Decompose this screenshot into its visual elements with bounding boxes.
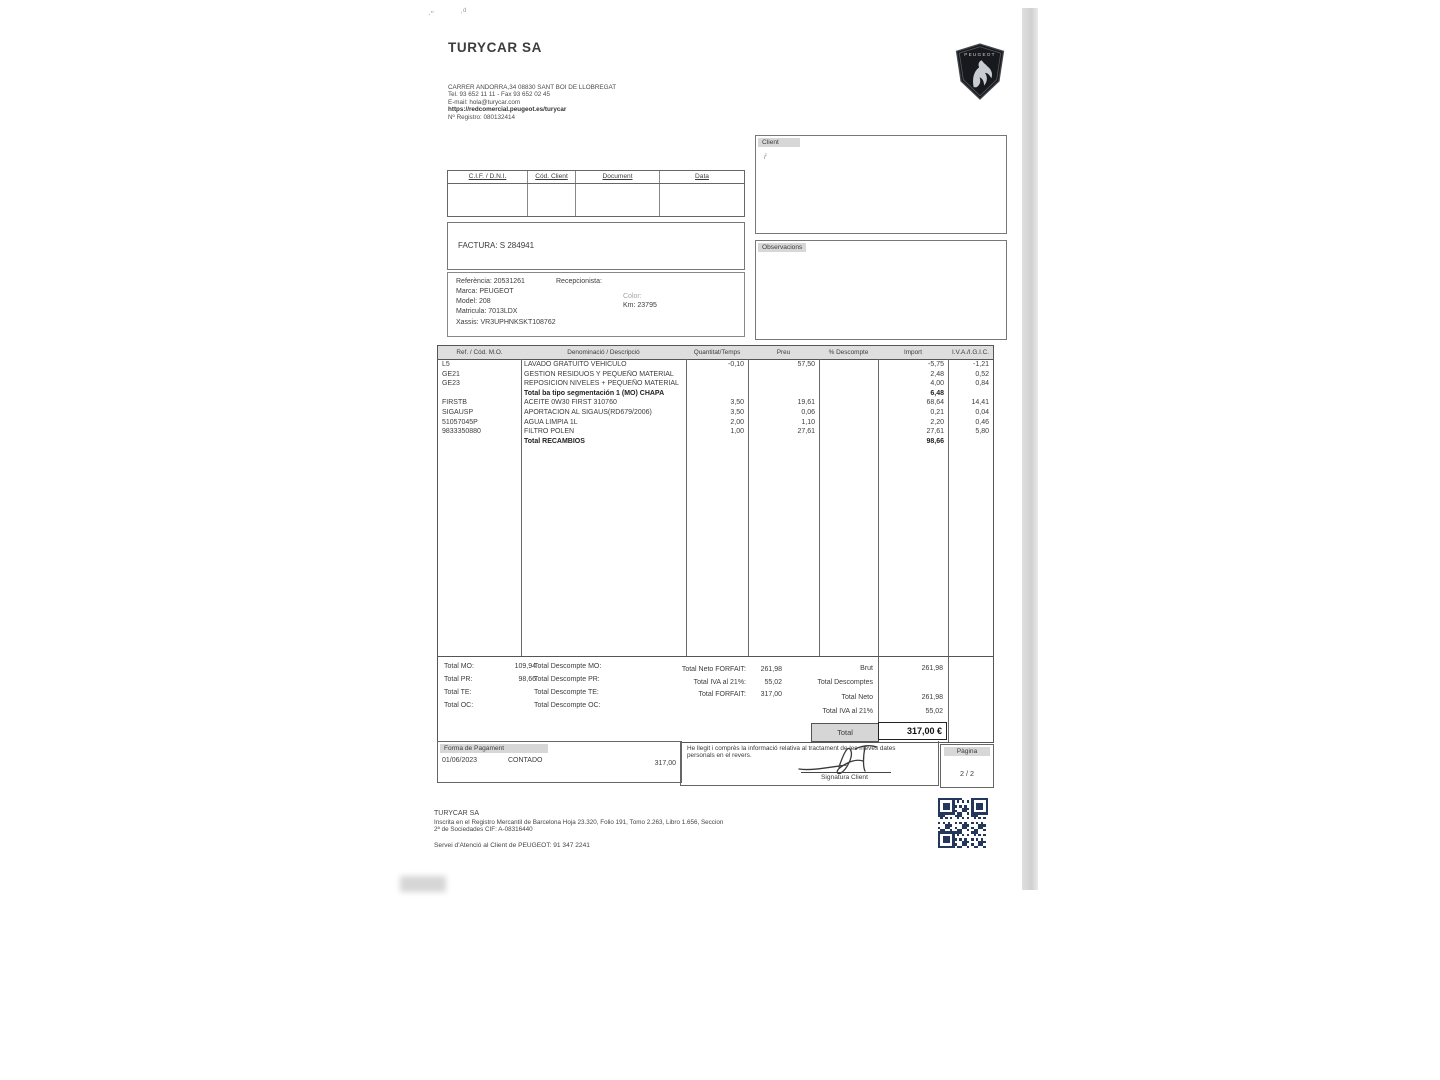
vehicle-reference: Referència: 20531261 (456, 278, 525, 285)
column-line (521, 359, 522, 656)
item-price: 57,50 (797, 361, 815, 368)
item-amount: 0,21 (930, 408, 944, 416)
vehicle-brand: Marca: PEUGEOT (456, 288, 514, 295)
item-description: LAVADO GRATUITO VEHICULO (524, 361, 627, 368)
summary-value (873, 676, 948, 690)
column-line (748, 359, 749, 656)
items-header-cell: Ref. / Cód. M.O. (456, 348, 503, 356)
items-header-cell: Import (903, 348, 923, 356)
item-discount (819, 427, 878, 437)
item-quantity: 3,50 (730, 399, 744, 407)
vehicle-km: Km: 23795 (623, 302, 657, 309)
total-label: Total TE: (444, 689, 472, 696)
item-vat: 14,41 (971, 399, 989, 407)
payment-method: CONTADO (508, 757, 543, 764)
pen-mark: ·'' (428, 10, 434, 19)
address-line: CARRER ANDORRA,34 08830 SANT BOI DE LLOBREGAT (448, 84, 617, 91)
cif-header-cell: Document (576, 171, 660, 183)
forfait-value: 261,98 (760, 666, 782, 673)
descompte-label: Total Descompte MO: (534, 663, 602, 670)
item-description: REPOSICION NIVELES + PEQUEÑO MATERIAL (524, 380, 679, 388)
forfait-label: Total IVA al 21%: (693, 678, 746, 686)
page-number-label: Pàgina (944, 747, 990, 756)
payment-date: 01/06/2023 (442, 757, 478, 764)
total-row (758, 691, 948, 705)
scan-smudge (400, 876, 446, 892)
observations-box-label: Observacions (758, 243, 806, 252)
item-description: AGUA LIMPIA 1L (524, 418, 578, 426)
total-row (758, 676, 948, 690)
total-value (496, 699, 536, 712)
item-discount (819, 418, 878, 428)
items-header-cell: Denominació / Descripció (567, 348, 640, 356)
item-price (748, 370, 819, 380)
receptionist-label: Recepcionista: (556, 278, 602, 285)
item-amount: 2,48 (930, 370, 944, 378)
peugeot-logo-icon (953, 42, 1007, 107)
summary-label: Brut (860, 665, 873, 672)
total-row (444, 673, 536, 686)
forfait-value: 317,00 (760, 691, 782, 698)
item-ref: L5 (442, 361, 450, 368)
summary-value: 261,98 (921, 693, 943, 701)
item-amount: 98,66 (926, 437, 944, 445)
forfait-value: 55,02 (764, 678, 782, 686)
item-amount: 6,48 (930, 389, 944, 397)
total-value: 109,94 (514, 663, 536, 670)
item-amount: 4,00 (930, 380, 944, 388)
item-quantity (686, 437, 748, 447)
item-price: 0,06 (801, 408, 815, 416)
items-header-cell: I.V.A./I.G.I.C. (951, 348, 990, 356)
vehicle-color: Color: (623, 293, 642, 300)
item-discount (819, 360, 878, 370)
item-ref (438, 389, 521, 399)
cif-table (447, 170, 745, 217)
summary-label: Total Neto (841, 693, 873, 701)
total-label: Total PR: (444, 676, 473, 683)
cif-table-body (448, 184, 744, 216)
item-quantity: -0,10 (728, 361, 744, 368)
item-description: ACEITE 0W30 FIRST 310760 (524, 399, 617, 407)
item-quantity (686, 370, 748, 380)
payment-box (437, 741, 682, 783)
company-website: https://redcomercial.peugeot.es/turycar (448, 106, 567, 114)
total-row (758, 662, 948, 676)
footer-registry-line: 2ª de Sociedades CIF: A-08316440 (434, 826, 533, 834)
company-registry: Nº Registro: 080132414 (448, 113, 516, 121)
item-price: 1,10 (801, 418, 815, 426)
column-line (686, 359, 687, 656)
total-label: Total MO: (444, 663, 474, 670)
item-vat (948, 437, 993, 447)
total-row (758, 705, 948, 719)
summary-value: 261,98 (921, 665, 943, 672)
footer-service-line: Servei d'Atenció al Client de PEUGEOT: 91 347 2241 (434, 841, 590, 849)
item-description: Total ba tipo segmentación 1 (MO) CHAPA (524, 389, 665, 397)
item-amount: -5,75 (928, 361, 944, 368)
pen-mark: ˒ᵈ (460, 6, 467, 16)
qr-code (938, 798, 988, 848)
total-row (444, 686, 536, 699)
footer-registry-line: Inscrita en el Registro Mercantil de Barcelona Hoja 23.320, Folio 191, Tomo 2.263, Libro 1.656, Seccion (434, 819, 724, 827)
vehicle-info-box (447, 272, 745, 337)
total-label: Total OC: (444, 702, 474, 709)
signature-line (801, 772, 891, 773)
item-vat: 5,80 (975, 428, 989, 436)
item-discount (819, 379, 878, 389)
page-number-value: 2 / 2 (960, 769, 974, 778)
item-ref: 51057045P (442, 418, 478, 426)
item-vat: 0,04 (975, 408, 989, 416)
totals-mo-block (444, 660, 536, 712)
forfait-label: Total FORFAIT: (698, 691, 746, 698)
summary-value: 55,02 (925, 708, 943, 716)
total-value: 98,66 (518, 676, 536, 683)
summary-label: Total IVA al 21% (822, 708, 873, 716)
item-price (748, 389, 819, 399)
address-line: Tel. 93 652 11 11 - Fax 93 652 02 45 (448, 91, 550, 99)
item-quantity (686, 379, 748, 389)
totals-summary-block (758, 662, 948, 720)
observations-box (755, 240, 1007, 340)
item-vat: 0,46 (975, 418, 989, 426)
svg-text:PEUGEOT: PEUGEOT (964, 51, 996, 57)
item-discount (819, 370, 878, 380)
client-signature (791, 737, 911, 777)
grand-total-label: Total (811, 723, 879, 742)
client-box-label: Client (758, 138, 800, 147)
column-line (948, 359, 949, 742)
item-vat: 0,52 (975, 370, 989, 378)
vehicle-chassis: Xassis: VR3UPHNKSKT108762 (456, 319, 556, 326)
grand-total-value: 317,00 € (878, 722, 947, 740)
company-address-block (448, 84, 616, 121)
item-amount: 2,20 (930, 418, 944, 426)
items-table (437, 345, 994, 743)
item-ref: 9833350880 (442, 428, 481, 436)
items-header-cell: % Descompte (828, 348, 869, 356)
item-amount: 68,64 (926, 399, 944, 407)
cif-table-header (448, 171, 744, 184)
payment-amount: 317,00 (654, 760, 676, 767)
cif-header-cell: C.I.F. / D.N.I. (448, 171, 528, 183)
descompte-label: Total Descompte PR: (534, 676, 600, 683)
footer-company: TURYCAR SA (434, 810, 479, 817)
page-number-box (940, 744, 994, 788)
item-quantity (686, 389, 748, 399)
scan-edge-shadow (1022, 8, 1038, 890)
item-quantity: 3,50 (730, 408, 744, 416)
cif-header-cell: Cód. Client (528, 171, 576, 183)
item-description: APORTACION AL SIGAUS(RD679/2006) (524, 408, 652, 416)
item-ref (438, 437, 521, 447)
consent-text: He llegit i comprès la informació relativa al tractament de les meves dates personals en el revers. (687, 745, 896, 760)
invoice-number-box (447, 222, 745, 270)
item-amount: 27,61 (926, 428, 944, 436)
descompte-label: Total Descompte TE: (534, 689, 599, 696)
item-vat: 0,84 (975, 380, 989, 388)
cif-cell-empty (576, 184, 660, 216)
totals-divider-line (438, 656, 993, 657)
forfait-label: Total Neto FORFAIT: (681, 666, 746, 673)
item-ref: SIGAUSP (442, 408, 474, 416)
item-description: FILTRO POLEN (524, 428, 575, 436)
item-vat: -1,21 (973, 361, 989, 368)
item-discount (819, 408, 878, 418)
vehicle-plate: Matricula: 7013LDX (456, 308, 518, 315)
summary-label: Total Descomptes (817, 679, 873, 687)
payment-label: Forma de Pagament (440, 744, 548, 753)
item-price: 27,61 (797, 428, 815, 436)
item-price (748, 379, 819, 389)
item-vat (948, 389, 993, 399)
pen-mark: ȓ (764, 154, 767, 161)
totals-descompte-block (534, 660, 601, 712)
company-name: TURYCAR SA (448, 40, 543, 55)
item-ref: GE23 (442, 380, 460, 388)
consent-box (680, 741, 939, 786)
cif-cell-empty (448, 184, 528, 216)
item-quantity: 1,00 (730, 428, 744, 436)
items-header-cell: Preu (776, 348, 791, 356)
cif-header-cell: Data (695, 173, 709, 180)
items-table-header (438, 346, 993, 360)
item-ref: GE21 (442, 370, 460, 378)
address-line: E-mail: hola@turycar.com (448, 98, 521, 106)
cif-cell-empty (528, 184, 576, 216)
item-discount (819, 398, 878, 408)
total-value (496, 686, 536, 699)
item-ref: FIRSTB (442, 399, 467, 407)
total-row (444, 699, 536, 712)
paper-sheet (400, 0, 1040, 900)
item-description: GESTION RESIDUOS Y PEQUEÑO MATERIAL (524, 370, 674, 378)
descompte-label: Total Descompte OC: (534, 702, 601, 709)
client-box (755, 135, 1007, 234)
column-line (819, 359, 820, 656)
item-price: 19,61 (797, 399, 815, 407)
cif-cell-empty (660, 184, 744, 216)
item-discount (819, 437, 878, 447)
item-price (748, 437, 819, 447)
vehicle-model: Model: 208 (456, 298, 491, 305)
total-row (444, 660, 536, 673)
signature-label: Signatura Client (821, 774, 868, 781)
footer-block (434, 810, 723, 849)
item-quantity: 2,00 (730, 418, 744, 426)
invoice-number: FACTURA: S 284941 (458, 241, 535, 250)
item-discount (819, 389, 878, 399)
items-header-cell: Quantitat/Temps (693, 348, 741, 356)
item-description: Total RECAMBIOS (524, 437, 585, 445)
